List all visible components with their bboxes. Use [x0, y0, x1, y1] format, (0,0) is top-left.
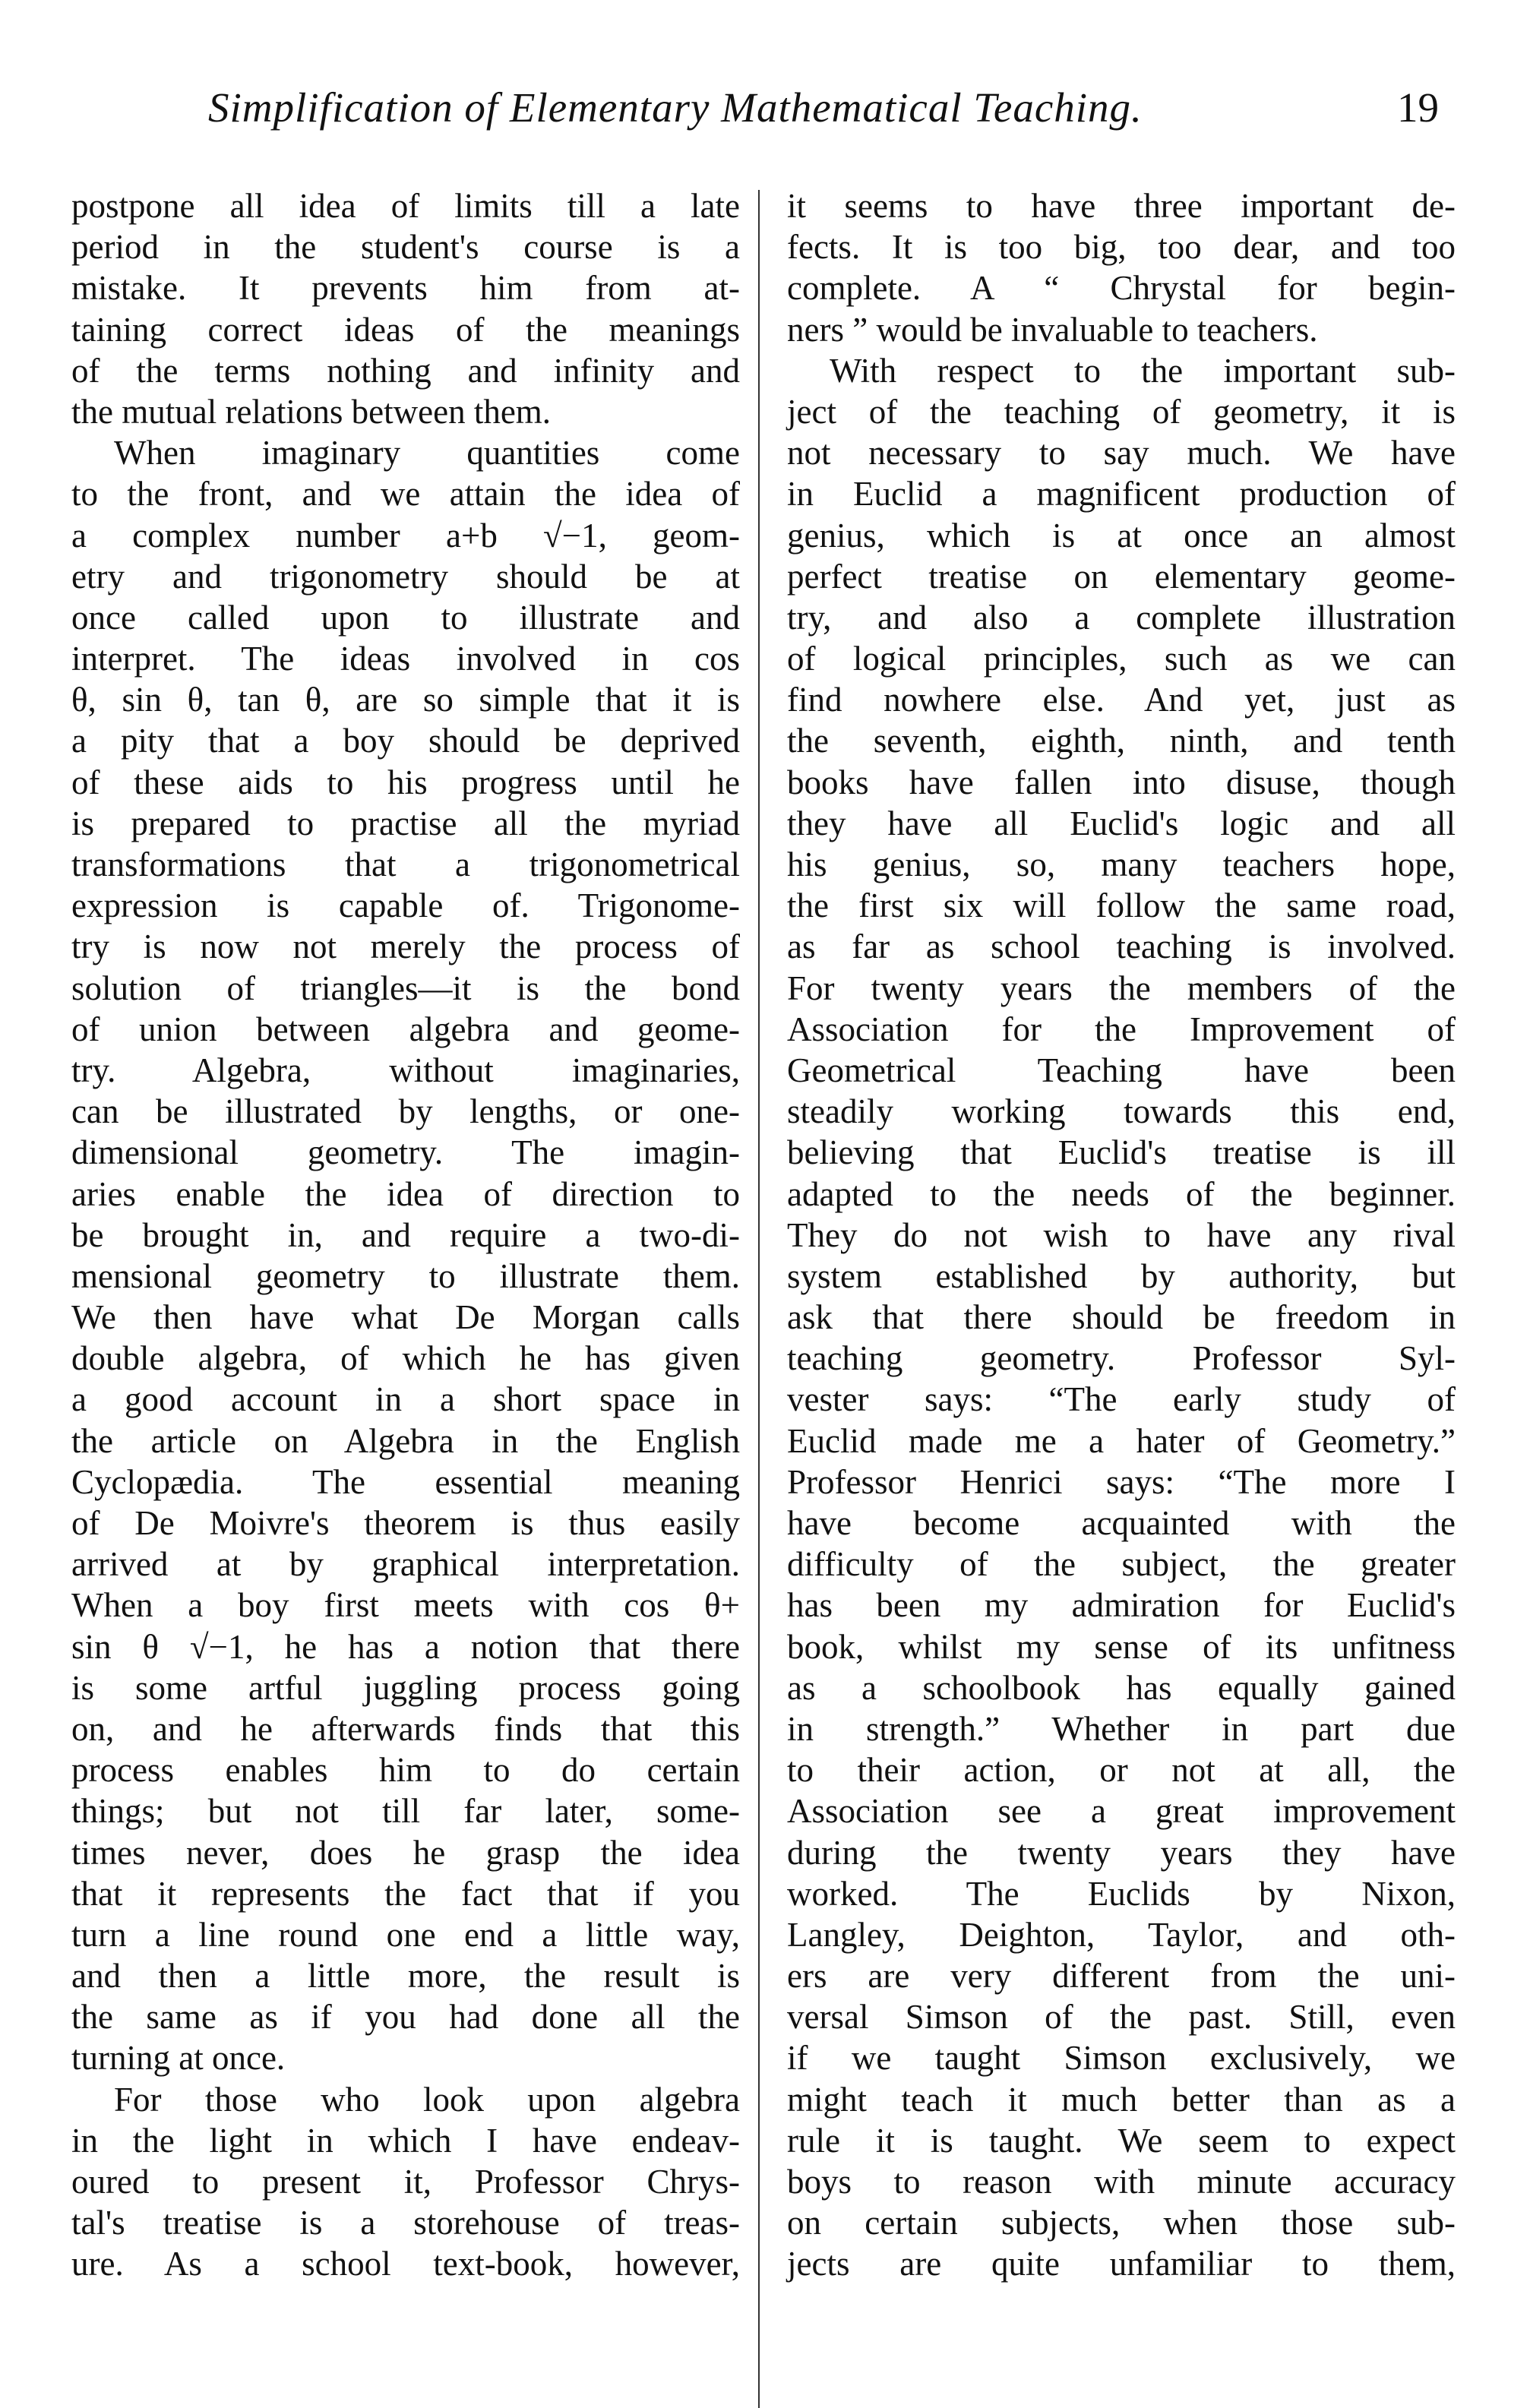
text-line: transformations that a trigonometrical [71, 845, 740, 883]
text-line: arrived at by graphical interpretation. [71, 1545, 740, 1584]
text-line: teaching geometry. Professor Syl- [787, 1339, 1456, 1378]
text-line: the seventh, eighth, ninth, and tenth [787, 722, 1456, 760]
text-line: system established by authority, but [787, 1256, 1456, 1295]
text-line: the first six will follow the same road, [787, 886, 1456, 925]
text-line: solution of triangles—it is the bond [71, 969, 740, 1007]
text-line: genius, which is at once an almost [787, 516, 1456, 555]
text-line: postpone all idea of limits till a late [71, 187, 740, 225]
text-line: We then have what De Morgan calls [71, 1298, 740, 1337]
text-line: ure. As a school text-book, however, [71, 2245, 740, 2283]
text-line: of the terms nothing and infinity and [71, 351, 740, 390]
left-column [71, 185, 740, 2285]
text-line: the mutual relations between them. [71, 392, 552, 431]
text-line: perfect treatise on elementary geome- [787, 557, 1456, 596]
text-line: of De Moivre's theorem is thus easily [71, 1504, 740, 1542]
text-line: turn a line round one end a little way, [71, 1915, 740, 1954]
text-line: a complex number a+b √−1, geom- [71, 516, 740, 555]
text-line: once called upon to illustrate and [71, 598, 740, 637]
text-line: be brought in, and require a two-di- [71, 1215, 740, 1254]
text-line: For those who look upon algebra [114, 2080, 740, 2119]
text-line: They do not wish to have any rival [787, 1215, 1456, 1254]
text-line: Association see a great improvement [787, 1792, 1456, 1831]
text-line: process enables him to do certain [71, 1751, 740, 1790]
text-line: θ, sin θ, tan θ, are so simple that it is [71, 681, 740, 719]
text-line: the same as if you had done all the [71, 1998, 740, 2037]
text-line: in the light in which I have endeav- [71, 2121, 740, 2160]
text-line: try. Algebra, without imaginaries, [71, 1051, 740, 1089]
text-line: it seems to have three important de- [787, 187, 1456, 225]
text-line: his genius, so, many teachers hope, [787, 845, 1456, 883]
text-line: period in the student's course is a [71, 228, 740, 267]
text-line: mensional geometry to illustrate them. [71, 1256, 740, 1295]
text-line: turning at once. [71, 2039, 286, 2078]
text-line: that it represents the fact that if you [71, 1874, 740, 1913]
text-line: vester says: “The early study of [787, 1380, 1456, 1419]
text-line: With respect to the important sub- [830, 351, 1456, 390]
text-line: sin θ √−1, he has a notion that there [71, 1627, 740, 1666]
text-line: on, and he afterwards finds that this [71, 1709, 740, 1748]
text-line: on certain subjects, when those sub- [787, 2204, 1456, 2242]
text-line: a pity that a boy should be deprived [71, 722, 740, 760]
text-line: interpret. The ideas involved in cos [71, 640, 740, 678]
text-line: can be illustrated by lengths, or one- [71, 1092, 740, 1131]
text-line: of these aids to his progress until he [71, 763, 740, 801]
text-line: oured to present it, Professor Chrys- [71, 2163, 740, 2201]
text-line: Professor Henrici says: “The more I [787, 1462, 1456, 1501]
text-line: during the twenty years they have [787, 1833, 1456, 1872]
text-line: aries enable the idea of direction to [71, 1174, 740, 1213]
text-line: worked. The Euclids by Nixon, [787, 1874, 1456, 1913]
text-line: has been my admiration for Euclid's [787, 1586, 1456, 1625]
page-number: 19 [1397, 84, 1439, 131]
text-line: in strength.” Whether in part due [787, 1709, 1456, 1748]
text-line: steadily working towards this end, [787, 1092, 1456, 1131]
text-line: ject of the teaching of geometry, it is [787, 392, 1456, 431]
text-line: ners ” would be invaluable to teachers. [787, 310, 1318, 349]
text-line: tal's treatise is a storehouse of treas- [71, 2204, 740, 2242]
text-line: a good account in a short space in [71, 1380, 740, 1419]
text-line: When a boy first meets with cos θ+ [71, 1586, 740, 1625]
text-line: book, whilst my sense of its unfitness [787, 1627, 1456, 1666]
text-line: is prepared to practise all the myriad [71, 804, 740, 842]
text-line: ers are very different from the uni- [787, 1957, 1456, 1996]
text-line: difficulty of the subject, the greater [787, 1545, 1456, 1584]
text-line: For twenty years the members of the [787, 969, 1456, 1007]
text-line: might teach it much better than as a [787, 2080, 1456, 2119]
text-line: Cyclopædia. The essential meaning [71, 1462, 740, 1501]
text-line: mistake. It prevents him from at- [71, 269, 740, 308]
running-title: Simplification of Elementary Mathematical Teaching. [208, 84, 1143, 131]
text-line: Euclid made me a hater of Geometry.” [787, 1421, 1456, 1460]
text-line: books have fallen into disuse, though [787, 763, 1456, 801]
text-line: the article on Algebra in the English [71, 1421, 740, 1460]
text-line: try is now not merely the process of [71, 927, 740, 966]
running-header [71, 84, 1439, 152]
text-line: things; but not till far later, some- [71, 1792, 740, 1831]
text-line: to the front, and we attain the idea of [71, 475, 740, 514]
text-line: and then a little more, the result is [71, 1957, 740, 1996]
text-line: to their action, or not at all, the [787, 1751, 1456, 1790]
text-line: etry and trigonometry should be at [71, 557, 740, 596]
text-line: ask that there should be freedom in [787, 1298, 1456, 1337]
text-line: When imaginary quantities come [114, 434, 740, 472]
text-line: double algebra, of which he has given [71, 1339, 740, 1378]
text-line: of union between algebra and geome- [71, 1010, 740, 1048]
text-line: boys to reason with minute accuracy [787, 2163, 1456, 2201]
text-line: fects. It is too big, too dear, and too [787, 228, 1456, 267]
column-divider [758, 190, 760, 2408]
text-line: times never, does he grasp the idea [71, 1833, 740, 1872]
text-line: expression is capable of. Trigonome- [71, 886, 740, 925]
text-line: believing that Euclid's treatise is ill [787, 1133, 1456, 1172]
text-line: in Euclid a magnificent production of [787, 475, 1456, 514]
text-line: have become acquainted with the [787, 1504, 1456, 1542]
text-line: Langley, Deighton, Taylor, and oth- [787, 1915, 1456, 1954]
text-line: of logical principles, such as we can [787, 640, 1456, 678]
text-line: not necessary to say much. We have [787, 434, 1456, 472]
text-line: try, and also a complete illustration [787, 598, 1456, 637]
text-line: dimensional geometry. The imagin- [71, 1133, 740, 1172]
text-line: taining correct ideas of the meanings [71, 310, 740, 349]
text-line: jects are quite unfamiliar to them, [787, 2245, 1456, 2283]
text-line: is some artful juggling process going [71, 1668, 740, 1707]
text-line: as a schoolbook has equally gained [787, 1668, 1456, 1707]
text-line: Association for the Improvement of [787, 1010, 1456, 1048]
text-line: adapted to the needs of the beginner. [787, 1174, 1456, 1213]
text-line: if we taught Simson exclusively, we [787, 2039, 1456, 2078]
text-line: complete. A “ Chrystal for begin- [787, 269, 1456, 308]
text-line: as far as school teaching is involved. [787, 927, 1456, 966]
text-line: they have all Euclid's logic and all [787, 804, 1456, 842]
text-line: find nowhere else. And yet, just as [787, 681, 1456, 719]
right-column [787, 185, 1456, 2285]
text-line: Geometrical Teaching have been [787, 1051, 1456, 1089]
text-line: rule it is taught. We seem to expect [787, 2121, 1456, 2160]
text-line: versal Simson of the past. Still, even [787, 1998, 1456, 2037]
